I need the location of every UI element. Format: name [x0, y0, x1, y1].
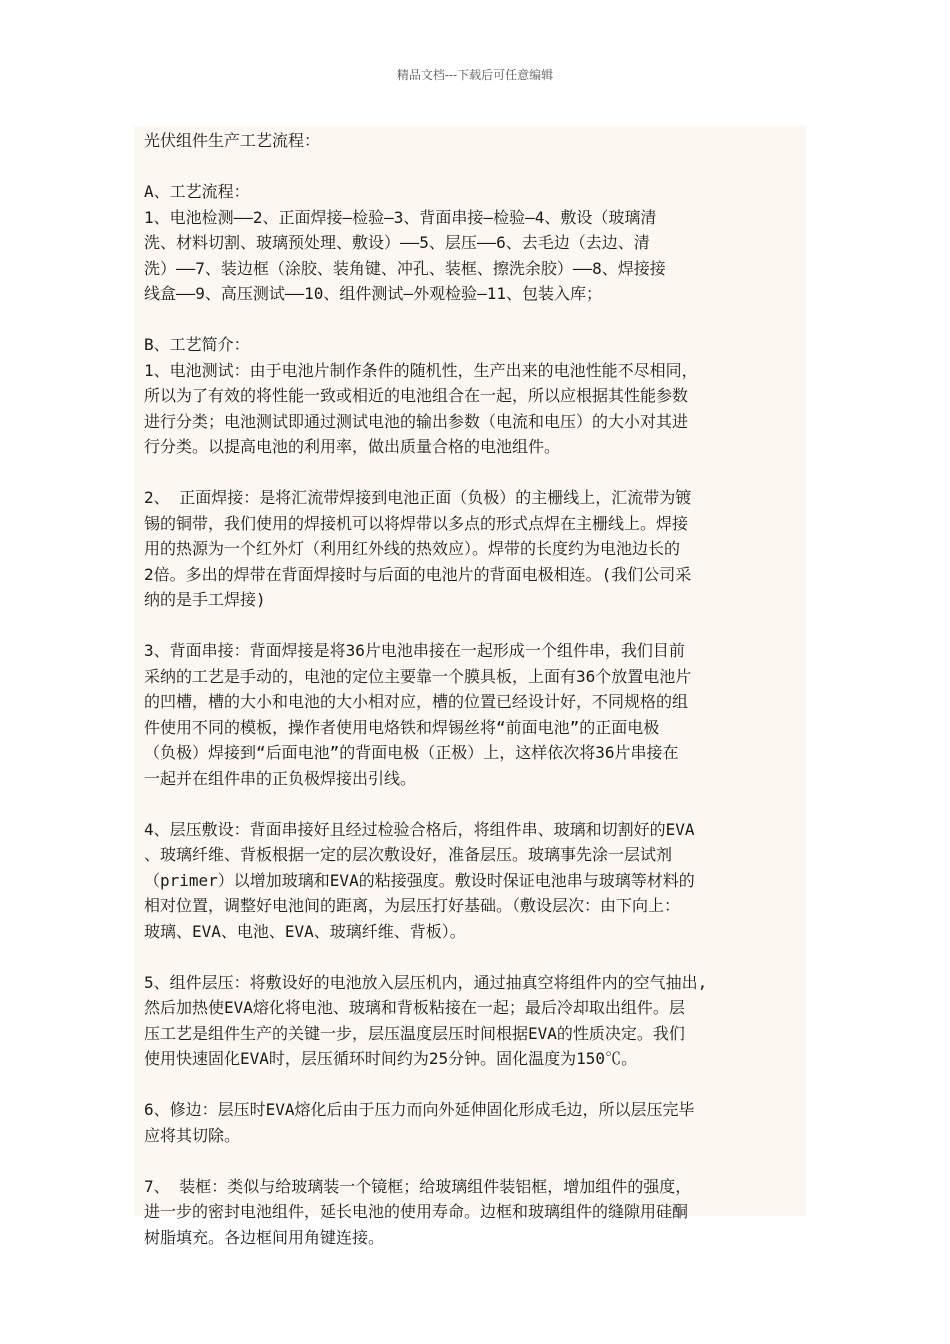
- item-7-line: 进一步的密封电池组件，延长电池的使用寿命。边框和玻璃组件的缝隙用硅酮: [144, 1202, 689, 1221]
- spacer: [144, 1148, 796, 1174]
- item-3-line: 一起并在组件串的正负极焊接出引线。: [144, 768, 417, 788]
- item-3-line: 3、背面串接：背面焊接是将36片电池串接在一起形成一个组件串，我们目前: [144, 641, 685, 660]
- item-1-line: 行分类。以提高电池的利用率，做出质量合格的电池组件。: [144, 437, 561, 456]
- item-4-line: 相对位置，调整好电池间的距离，为层压打好基础。（敷设层次：由下向上：: [144, 896, 681, 915]
- item-4-line: 4、层压敷设：背面串接好且经过检验合格后，将组件串、玻璃和切割好的EVA: [144, 819, 695, 839]
- item-3-line: （负极）焊接到“后面电池”的背面电极（正极）上，这样依次将36片串接在: [144, 743, 679, 762]
- spacer: [144, 791, 796, 817]
- spacer: [144, 613, 796, 639]
- item-7-line: 树脂填充。各边框间用角键连接。: [144, 1227, 385, 1247]
- item-2-line: 2、 正面焊接：是将汇流带焊接到电池正面（负极）的主栅线上，汇流带为镀: [144, 488, 692, 507]
- item-1-line: 所以为了有效的将性能一致或相近的电池组合在一起，所以应根据其性能参数: [144, 386, 689, 405]
- document-body: [134, 126, 806, 1247]
- item-4-line: 玻璃、EVA、电池、EVA、玻璃纤维、背板）。: [144, 921, 466, 941]
- spacer: [144, 307, 796, 333]
- item-2-line: 纳的是手工焊接): [144, 590, 266, 609]
- item-4-line: （primer）以增加玻璃和EVA的粘接强度。敷设时保证电池串与玻璃等材料的: [144, 870, 695, 890]
- spacer: [144, 944, 796, 970]
- spacer: [144, 460, 796, 486]
- item-1-line: 1、电池测试：由于电池片制作条件的随机性，生产出来的电池性能不尽相同，: [144, 360, 698, 380]
- item-6-line: 应将其切除。: [144, 1125, 241, 1145]
- item-2-line: 锡的铜带，我们使用的焊接机可以将焊带以多点的形式点焊在主栅线上。焊接: [144, 513, 689, 533]
- section-a-line: 1、电池检测——2、正面焊接—检验—3、背面串接—检验—4、敷设（玻璃清: [144, 207, 657, 227]
- item-2-line: 用的热源为一个红外灯（利用红外线的热效应）。焊带的长度约为电池边长的: [144, 539, 681, 558]
- section-a-line: 洗）——7、装边框（涂胶、装角键、冲孔、装框、擦洗余胶）——8、焊接接: [144, 258, 666, 278]
- item-2-line: 2倍。多出的焊带在背面焊接时与后面的电池片的背面电极相连。(我们公司采: [144, 564, 692, 584]
- item-1-line: 进行分类；电池测试即通过测试电池的输出参数（电流和电压）的大小对其进: [144, 411, 689, 431]
- spacer: [144, 1072, 796, 1098]
- item-5-line: 5、组件层压：将敷设好的电池放入层压机内，通过抽真空将组件内的空气抽出,: [144, 972, 708, 992]
- section-b-heading: B、工艺简介：: [144, 335, 250, 354]
- section-a-line: 线盒——9、高压测试——10、组件测试—外观检验—11、包装入库；: [144, 284, 602, 303]
- item-3-line: 的凹槽，槽的大小和电池的大小相对应，槽的位置已经设计好，不同规格的组: [144, 692, 689, 711]
- item-3-line: 件使用不同的模板，操作者使用电烙铁和焊锡丝将“前面电池”的正面电极: [144, 717, 660, 737]
- item-5-line: 压工艺是组件生产的关键一步，层压温度层压时间根据EVA的性质决定。我们: [144, 1023, 685, 1043]
- item-4-line: 、玻璃纤维、背板根据一定的层次敷设好，准备层压。玻璃事先涂一层试剂: [144, 845, 673, 864]
- spacer: [144, 154, 796, 180]
- document-title: 光伏组件生产工艺流程：: [144, 131, 321, 150]
- item-7-line: 7、 装框：类似与给玻璃装一个镜框；给玻璃组件装铝框，增加组件的强度，: [144, 1176, 692, 1196]
- item-5-line: 然后加热使EVA熔化将电池、玻璃和背板粘接在一起；最后冷却取出组件。层: [144, 998, 685, 1017]
- item-3-line: 采纳的工艺是手动的，电池的定位主要靠一个膜具板，上面有36个放置电池片: [144, 666, 692, 686]
- page-header: 精品文档---下载后可任意编辑: [396, 68, 554, 82]
- section-a-line: 洗、材料切割、玻璃预处理、敷设）——5、层压——6、去毛边（去边、清: [144, 233, 650, 252]
- item-6-line: 6、修边：层压时EVA熔化后由于压力而向外延伸固化形成毛边，所以层压完毕: [144, 1100, 695, 1119]
- item-5-line: 使用快速固化EVA时，层压循环时间约为25分钟。固化温度为150℃。: [144, 1049, 638, 1068]
- section-a-heading: A、工艺流程：: [144, 182, 250, 201]
